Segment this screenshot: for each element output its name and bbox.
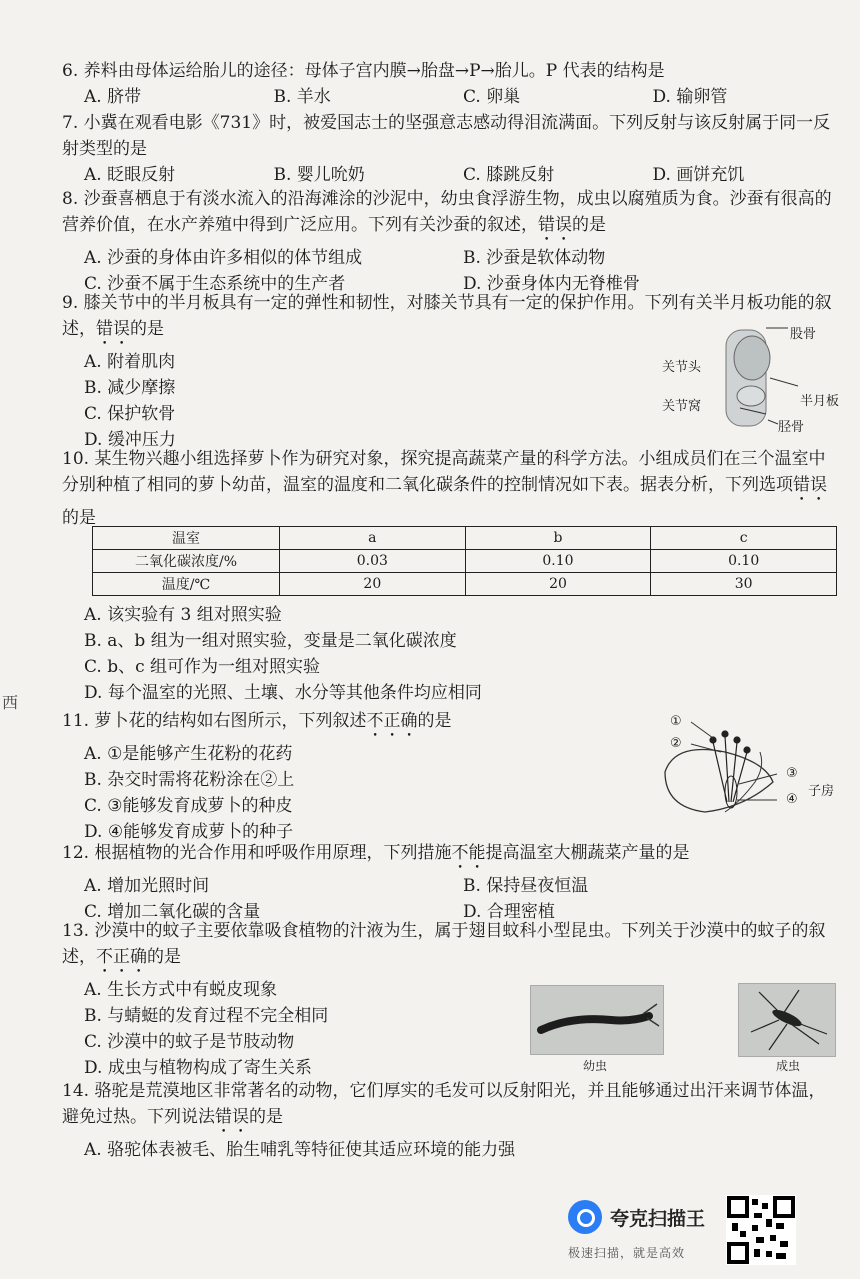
label-ovary: 子房 — [808, 784, 835, 799]
option-b[interactable]: B. 沙蚕是软体动物 — [463, 248, 606, 268]
greenhouse-table — [92, 526, 837, 596]
label-2: ② — [670, 736, 682, 751]
stem-text-end: 的是 — [147, 947, 181, 967]
label-joint-head: 关节头 — [662, 360, 702, 375]
label-4: ④ — [786, 792, 798, 807]
quark-logo-icon — [568, 1200, 602, 1234]
option-a[interactable]: A. 生长方式中有蜕皮现象 — [84, 980, 278, 1000]
table-cell: 20 — [280, 573, 466, 596]
question-8 — [62, 186, 842, 297]
table-header-cell: b — [465, 527, 651, 550]
larva-icon — [531, 986, 663, 1054]
stem-text-end: 的是 — [572, 215, 606, 235]
watermark-name: 夸克扫描王 — [610, 1207, 706, 1230]
option-d[interactable]: D. 每个温室的光照、土壤、水分等其他条件均应相同 — [84, 683, 482, 703]
label-joint-socket: 关节窝 — [662, 399, 702, 414]
option-d[interactable]: D. 画饼充饥 — [652, 165, 745, 185]
watermark-slogan: 极速扫描，就是高效 — [568, 1246, 686, 1260]
table-header-row — [93, 527, 837, 550]
question-10-stem — [62, 446, 842, 531]
mosquito-icon — [739, 984, 835, 1056]
label-meniscus: 半月板 — [800, 394, 840, 409]
option-c[interactable]: C. 保护软骨 — [84, 404, 176, 424]
option-a[interactable]: A. ①是能够产生花粉的花药 — [84, 744, 293, 764]
stem-text-end: 的是 — [249, 1107, 283, 1127]
option-c[interactable]: C. 沙漠中的蚊子是节肢动物 — [84, 1032, 295, 1052]
option-a[interactable]: A. 骆驼体表被毛、胎生哺乳等特征使其适应环境的能力强 — [84, 1140, 516, 1160]
option-c[interactable]: C. 增加二氧化碳的含量 — [84, 902, 261, 922]
option-a[interactable]: A. 脐带 — [84, 87, 142, 107]
qr-code-icon[interactable] — [726, 1195, 796, 1265]
adult-mosquito-photo — [738, 983, 836, 1057]
question-6-stem: 6. 养料由母体运给胎儿的途径：母体子宫内膜→胎盘→P→胎儿。P 代表的结构是 — [62, 61, 665, 81]
stem-text-end: 的是 — [62, 508, 96, 528]
stem-emphasis: 不能 — [451, 843, 486, 863]
stem-emphasis: 错误 — [96, 319, 130, 339]
table-cell: 温度/℃ — [93, 573, 280, 596]
question-6-options — [62, 84, 842, 110]
option-c[interactable]: C. b、c 组可作为一组对照实验 — [84, 657, 321, 677]
stem-text-end: 的是 — [417, 711, 452, 731]
stem-emphasis: 不正确 — [96, 947, 147, 967]
question-6 — [62, 58, 842, 110]
table-cell: 二氧化碳浓度/% — [93, 550, 280, 573]
question-10-options — [62, 602, 842, 706]
question-10 — [62, 446, 842, 531]
option-d[interactable]: D. 缓冲压力 — [84, 430, 176, 450]
option-c[interactable]: C. 膝跳反射 — [463, 165, 555, 185]
scanner-watermark — [568, 1200, 705, 1234]
question-8-options-row-1 — [62, 245, 842, 271]
table-cell: 30 — [651, 573, 837, 596]
table-cell: 0.03 — [280, 550, 466, 573]
option-a[interactable]: A. 该实验有 3 组对照实验 — [84, 605, 282, 625]
stem-text: 12. 根据植物的光合作用和呼吸作用原理，下列措施 — [62, 843, 452, 863]
option-d[interactable]: D. 输卵管 — [652, 87, 728, 107]
option-a[interactable]: A. 附着肌肉 — [84, 352, 176, 372]
edge-mark: 西 — [2, 693, 19, 712]
table-cell: 20 — [465, 573, 651, 596]
stem-text: 10. 某生物兴趣小组选择萝卜作为研究对象，探究提高蔬菜产量的科学方法。小组成员们在三个温室中分别种植了相同的萝卜幼苗，温室的温度和二氧化碳条件的控制情况如下表。据表分析，下列选项 — [62, 449, 826, 495]
option-b[interactable]: B. 与蜻蜓的发育过程不完全相同 — [84, 1006, 329, 1026]
option-b[interactable]: B. 羊水 — [273, 87, 331, 107]
question-8-stem — [62, 186, 842, 245]
table-header-cell: 温室 — [93, 527, 280, 550]
option-b[interactable]: B. 婴儿吮奶 — [273, 165, 365, 185]
radish-flower-figure — [655, 712, 795, 830]
question-12-stem — [62, 840, 842, 873]
label-tibia: 胫骨 — [778, 420, 805, 435]
table-cell: 0.10 — [465, 550, 651, 573]
larva-caption: 幼虫 — [583, 1059, 608, 1073]
question-12 — [62, 840, 842, 925]
stem-text-end: 的是 — [130, 319, 164, 339]
stem-text: 14. 骆驼是荒漠地区非常著名的动物，它们厚实的毛发可以反射阳光，并且能够通过出汗来调节体温，避免过热。下列说法 — [62, 1081, 826, 1127]
question-14 — [62, 1078, 842, 1163]
question-13-options — [62, 977, 842, 1081]
table-cell: 0.10 — [651, 550, 837, 573]
question-13-stem — [62, 918, 842, 977]
option-d[interactable]: D. 合理密植 — [463, 902, 555, 922]
option-d[interactable]: D. 沙蚕身体内无脊椎骨 — [463, 274, 640, 294]
option-d[interactable]: D. ④能够发育成萝卜的种子 — [84, 822, 294, 842]
option-a[interactable]: A. 眨眼反射 — [84, 165, 176, 185]
stem-text: 9. 膝关节中的半月板具有一定的弹性和韧性，对膝关节具有一定的保护作用。下列有关半月板功能的叙述， — [62, 293, 832, 339]
option-a[interactable]: A. 增加光照时间 — [84, 876, 210, 896]
table-row — [93, 573, 837, 596]
question-12-options-row-1 — [62, 873, 842, 899]
options-list — [62, 602, 842, 706]
stem-emphasis: 错误 — [538, 215, 572, 235]
stem-emphasis: 不正确 — [366, 711, 418, 731]
stem-text-end: 提高温室大棚蔬菜产量的是 — [485, 843, 690, 863]
stem-text: 13. 沙漠中的蚊子主要依靠吸食植物的汁液为生，属于翅目蚊科小型昆虫。下列关于沙漠中的蚊子的叙述， — [62, 921, 826, 967]
question-7-stem: 7. 小冀在观看电影《731》时，被爱国志士的坚强意志感动得泪流满面。下列反射与该反射属于同一反射类型的是 — [62, 113, 831, 159]
question-14-stem — [62, 1078, 842, 1137]
knee-joint-figure — [648, 318, 848, 438]
table-header-cell: a — [280, 527, 466, 550]
stem-text: 11. 萝卜花的结构如右图所示，下列叙述 — [62, 711, 367, 731]
label-1: ① — [670, 714, 682, 729]
table-header-cell: c — [651, 527, 837, 550]
option-c[interactable]: C. 沙蚕不属于生态系统中的生产者 — [84, 274, 346, 294]
label-3: ③ — [786, 766, 798, 781]
option-d[interactable]: D. 成虫与植物构成了寄生关系 — [84, 1058, 312, 1078]
larva-photo — [530, 985, 664, 1055]
adult-caption: 成虫 — [776, 1059, 801, 1073]
option-b[interactable]: B. a、b 组为一组对照实验，变量是二氧化碳浓度 — [84, 631, 457, 651]
question-7-options — [62, 162, 842, 188]
question-7 — [62, 110, 842, 188]
stem-text: 8. 沙蚕喜栖息于有淡水流入的沿海滩涂的沙泥中，幼虫食浮游生物，成虫以腐殖质为食。沙蚕有很高的营养价值，在水产养殖中得到广泛应用。下列有关沙蚕的叙述， — [62, 189, 832, 235]
option-b[interactable]: B. 保持昼夜恒温 — [463, 876, 589, 896]
stem-emphasis: 错误 — [215, 1107, 249, 1127]
option-a[interactable]: A. 沙蚕的身体由许多相似的体节组成 — [84, 248, 363, 268]
option-b[interactable]: B. 减少摩擦 — [84, 378, 176, 398]
question-14-options — [62, 1137, 842, 1163]
option-c[interactable]: C. ③能够发育成萝卜的种皮 — [84, 796, 293, 816]
option-c[interactable]: C. 卵巢 — [463, 87, 521, 107]
option-b[interactable]: B. 杂交时需将花粉涂在②上 — [84, 770, 295, 790]
label-femur: 股骨 — [790, 327, 817, 342]
question-13 — [62, 918, 842, 1081]
table-row — [93, 550, 837, 573]
stem-emphasis: 错误 — [793, 475, 827, 495]
